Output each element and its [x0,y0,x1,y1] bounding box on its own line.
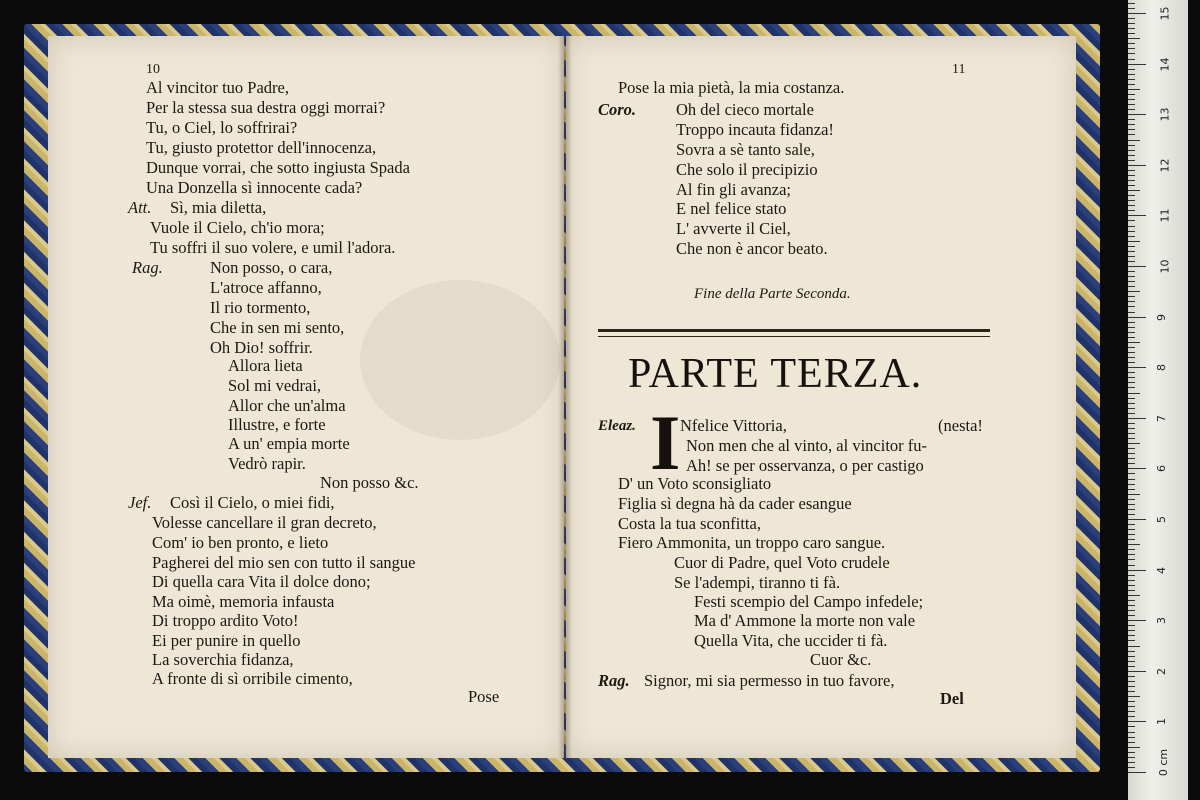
ruler-unit-label: 0 cm [1157,748,1171,777]
ruler-tick [1128,84,1135,85]
ruler-tick [1128,646,1140,647]
ruler-tick [1128,8,1135,9]
ruler-tick [1128,165,1146,166]
section-title: PARTE TERZA. [628,351,923,397]
ruler-tick [1128,696,1140,697]
text-line: Al fin gli avanza; [676,180,792,199]
ruler-tick [1128,625,1135,626]
text-line: Sol mi vedrai, [228,376,322,395]
ruler-tick [1128,145,1135,146]
ruler-tick [1128,519,1146,520]
ruler-tick [1128,296,1135,297]
ruler-number: 13 [1158,107,1172,122]
text-line: Il rio tormento, [210,298,311,317]
ruler-tick [1128,43,1135,44]
ruler-tick [1128,352,1135,353]
ruler-tick [1128,408,1135,409]
ruler-tick [1128,312,1135,313]
text-line: Tu, o Ciel, lo soffrirai? [146,118,298,137]
ruler-number: 8 [1155,364,1168,372]
text-line: Oh Dio! soffrir. [210,338,313,357]
page-number-right: 11 [952,62,966,77]
ruler-tick [1128,418,1146,419]
text-line: Tu soffri il suo volere, e umil l'adora. [150,238,396,257]
ruler-tick [1128,119,1135,120]
ruler-tick [1128,94,1135,95]
ruler-tick [1128,38,1140,39]
ruler-tick [1128,200,1135,201]
ruler-tick [1128,635,1135,636]
ruler-tick [1128,529,1135,530]
ruler-tick [1128,327,1135,328]
ruler-tick [1128,428,1135,429]
ruler-tick [1128,347,1135,348]
ruler-tick [1128,468,1146,469]
text-line: Figlia sì degna hà da cader esangue [618,494,852,513]
ruler-tick [1128,210,1135,211]
ruler-tick [1128,524,1135,525]
speaker-label: Jef. [128,493,152,512]
text-line: Non posso &c. [320,473,419,492]
ruler-tick [1128,630,1135,631]
text-line: Tu, giusto protettor dell'innocenza, [146,138,377,157]
ruler-tick [1128,458,1135,459]
ruler-tick [1128,554,1135,555]
ruler-tick [1128,448,1135,449]
ruler-tick [1128,484,1135,485]
text-line: Non posso, o cara, [210,258,333,277]
ruler-tick [1128,291,1140,292]
ruler-tick [1128,479,1135,480]
text-line: Festi scempio del Campo infedele; [694,592,924,611]
text-line: Fiero Ammonita, un troppo caro sangue. [618,533,886,552]
ruler-tick [1128,306,1135,307]
ruler-tick [1128,742,1135,743]
text-line: Ei per punire in quello [152,631,301,650]
ruler-tick [1128,473,1135,474]
ruler-tick [1128,651,1135,652]
ruler-tick [1128,752,1135,753]
ruler-tick [1128,539,1135,540]
ruler-tick [1128,726,1135,727]
catchword: Pose [468,687,500,706]
ruler-tick [1128,711,1135,712]
ruler-tick [1128,463,1135,464]
ruler-tick [1128,205,1135,206]
text-line: Una Donzella sì innocente cada? [146,178,363,197]
ruler-tick [1128,64,1146,65]
ruler-tick [1128,656,1135,657]
ruler-tick [1128,89,1140,90]
ruler-tick [1128,615,1135,616]
ruler-tick [1128,398,1135,399]
ruler-tick [1128,342,1140,343]
ruler-number: 11 [1158,208,1172,223]
ruler-tick [1128,99,1135,100]
text-line: Sovra a sè tanto sale, [676,140,815,159]
ruler-tick [1128,281,1135,282]
ruler-tick [1128,737,1135,738]
ruler-tick [1128,600,1135,601]
ruler-tick [1128,706,1135,707]
ruler-tick [1128,494,1140,495]
text-line: Che solo il precipizio [676,160,818,179]
text-line: Oh del cieco mortale [676,100,814,119]
text-line: Ma d' Ammone la morte non vale [694,611,916,630]
speaker-label: Eleaz. [598,418,636,434]
ruler-tick [1128,585,1135,586]
ruler-number: 12 [1158,158,1172,173]
text-line: L'atroce affanno, [210,278,322,297]
drop-cap: I [650,399,681,486]
text-line: Troppo incauta fidanza! [676,120,834,139]
ruler-tick [1128,372,1135,373]
ruler-tick [1128,246,1135,247]
text-line: Vedrò rapir. [228,454,306,473]
ruler-tick [1128,48,1135,49]
text-line: Pose la mia pietà, la mia costanza. [618,78,845,97]
text-line: Che non è ancor beato. [676,239,828,258]
ruler-tick [1128,509,1135,510]
ruler-number: 14 [1158,57,1172,72]
ruler-tick [1128,337,1135,338]
ruler-tick [1128,69,1135,70]
ruler-tick [1128,322,1135,323]
ruler-tick [1128,595,1140,596]
ruler-tick [1128,215,1146,216]
text-line: Volesse cancellare il gran decreto, [152,513,377,532]
ruler-tick [1128,79,1135,80]
ruler-tick [1128,256,1135,257]
ruler-tick [1128,53,1135,54]
ruler-tick [1128,185,1135,186]
ruler-tick [1128,549,1135,550]
text-line: Allora lieta [228,356,303,375]
text-line: Cuor &c. [810,650,872,669]
text-line: Se l'adempi, tiranno ti fà. [674,573,841,592]
ruler-tick [1128,220,1135,221]
ruler-tick [1128,114,1146,115]
ruler-tick [1128,367,1146,368]
ruler-tick [1128,332,1135,333]
ruler-tick [1128,140,1140,141]
ruler-tick [1128,301,1135,302]
speaker-label: Coro. [598,100,637,119]
ruler-tick [1128,423,1135,424]
text-line: Costa la tua sconfitta, [618,514,761,533]
ruler-number: 2 [1155,667,1168,675]
ruler-tick [1128,575,1135,576]
ruler-number: 10 [1158,259,1172,274]
ruler-tick [1128,226,1135,227]
ruler-tick [1128,701,1135,702]
ruler-tick [1128,570,1146,571]
ruler-tick [1128,195,1135,196]
ruler-tick [1128,721,1146,722]
text-line: Di quella cara Vita il dolce dono; [152,572,371,591]
ruler-tick [1128,160,1135,161]
ruler-tick [1128,129,1135,130]
ruler-tick [1128,747,1140,748]
ruler-tick [1128,175,1135,176]
text-line: D' un Voto sconsigliato [618,474,772,493]
ruler-tick [1128,499,1135,500]
text-line: Così il Cielo, o miei fidi, [170,493,335,512]
ruler-tick [1128,134,1135,135]
ruler-tick [1128,393,1140,394]
ruler-tick [1128,620,1146,621]
text-line: Per la stessa sua destra oggi morrai? [146,98,386,117]
text-line: Di troppo ardito Voto! [152,611,299,630]
ruler-number: 9 [1155,313,1168,321]
ruler-tick [1128,661,1135,662]
section-rule [598,329,990,337]
ruler-tick [1128,666,1135,667]
ruler-tick [1128,433,1135,434]
page-number-left: 10 [146,62,160,77]
ruler-tick [1128,413,1135,414]
ruler-number: 1 [1155,718,1168,726]
ruler-tick [1128,104,1135,105]
ruler-tick [1128,33,1135,34]
ruler-tick [1128,403,1135,404]
ruler-tick [1128,762,1135,763]
ruler-tick [1128,377,1135,378]
ruler-tick [1128,453,1135,454]
text-line: E nel felice stato [676,199,787,218]
text-line: La soverchia fidanza, [152,650,294,669]
ruler-tick [1128,124,1135,125]
ruler-tick [1128,74,1135,75]
text-line: Pagherei del mio sen con tutto il sangue [152,553,416,572]
ruler-number: 7 [1155,414,1168,422]
ruler-tick [1128,286,1135,287]
ruler-tick [1128,150,1135,151]
ruler-tick [1128,438,1135,439]
text-line: (nesta! [938,416,983,435]
text-line: A un' empia morte [228,434,350,453]
ruler-number: 5 [1155,516,1168,523]
ruler-tick [1128,18,1135,19]
text-line: L' avverte il Ciel, [676,219,791,238]
ruler-tick [1128,241,1140,242]
text-line: Com' io ben pronto, e lieto [152,533,329,552]
ruler-tick [1128,236,1135,237]
ruler-tick [1128,23,1135,24]
ruler-tick [1128,155,1135,156]
speaker-label: Rag. [132,258,163,277]
ruler-tick [1128,231,1135,232]
text-line: Al vincitor tuo Padre, [146,78,289,97]
ruler-tick [1128,276,1135,277]
ruler-tick [1128,180,1135,181]
ruler-tick [1128,251,1135,252]
text-line: Illustre, e forte [228,415,326,434]
text-line: Cuor di Padre, quel Voto crudele [674,553,890,572]
ruler-number: 15 [1158,6,1172,21]
ruler-tick [1128,382,1135,383]
ruler-tick [1128,640,1135,641]
ruler-tick [1128,772,1146,773]
ruler-tick [1128,266,1146,267]
ruler-tick [1128,681,1135,682]
ruler-tick [1128,317,1146,318]
book-gutter [558,36,572,758]
text-line: Nfelice Vittoria, [680,416,787,435]
ruler-tick [1128,514,1135,515]
ruler-number: 4 [1155,566,1168,574]
ruler-tick [1128,732,1135,733]
ruler-tick [1128,767,1135,768]
ruler-tick [1128,443,1140,444]
ruler-tick [1128,676,1135,677]
ruler-tick [1128,387,1135,388]
ruler-tick [1128,565,1135,566]
ruler-tick [1128,686,1135,687]
ruler-tick [1128,716,1135,717]
text-line: Ah! se per osservanza, o per castigo [686,456,924,475]
ruler-tick [1128,261,1135,262]
catchword: Del [940,689,964,708]
ruler-tick [1128,504,1135,505]
ruler-number: 6 [1155,465,1168,473]
text-line: Signor, mi sia permesso in tuo favore, [644,671,895,690]
text-line: Ma oimè, memoria infausta [152,592,335,611]
text-line: Quella Vita, che uccider ti fà. [694,631,888,650]
text-line: Non men che al vinto, al vincitor fu- [686,436,928,455]
ruler-tick [1128,590,1135,591]
ruler-tick [1128,13,1146,14]
ruler-tick [1128,170,1135,171]
watermark-logo [360,280,560,440]
ruler-tick [1128,357,1135,358]
text-line: Dunque vorrai, che sotto ingiusta Spada [146,158,410,177]
end-of-part-note: Fine della Parte Seconda. [694,286,851,302]
ruler-tick [1128,489,1135,490]
ruler-tick [1128,3,1135,4]
speaker-label: Att. [128,198,152,217]
ruler-tick [1128,757,1135,758]
ruler-tick [1128,190,1140,191]
text-line: Allor che un'alma [228,396,346,415]
ruler-tick [1128,271,1135,272]
ruler-number: 3 [1155,617,1168,625]
speaker-label: Rag. [598,671,630,690]
ruler-tick [1128,534,1135,535]
text-line: Vuole il Cielo, ch'io mora; [150,218,325,237]
ruler-tick [1128,671,1146,672]
ruler-tick [1128,691,1135,692]
ruler-tick [1128,580,1135,581]
ruler-tick [1128,605,1135,606]
ruler-tick [1128,362,1135,363]
ruler-tick [1128,28,1135,29]
text-line: A fronte di sì orribile cimento, [152,669,353,688]
ruler-tick [1128,610,1135,611]
ruler-tick [1128,59,1135,60]
ruler-tick [1128,109,1135,110]
text-line: Sì, mia diletta, [170,198,267,217]
text-line: Che in sen mi sento, [210,318,345,337]
ruler-tick [1128,559,1135,560]
ruler-tick [1128,544,1140,545]
